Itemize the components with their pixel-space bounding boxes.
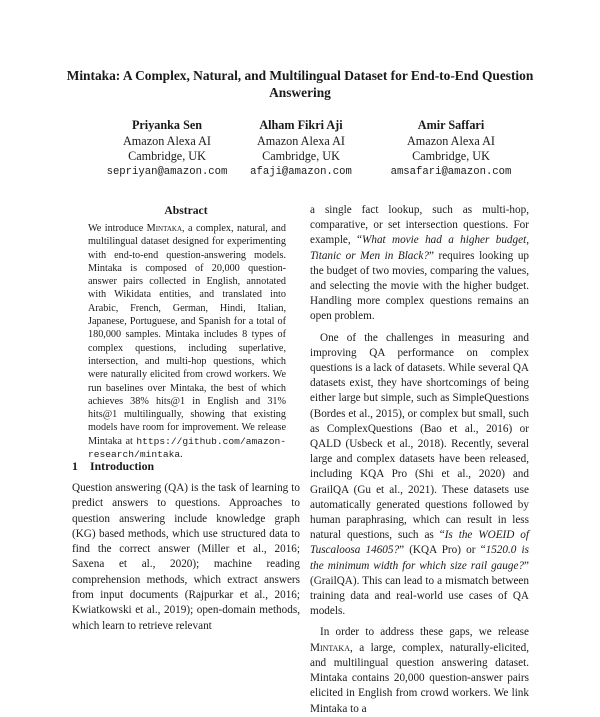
text-run: In order to address these gaps, we release <box>320 626 529 639</box>
author-affiliation: Amazon Alexa AI <box>407 133 495 148</box>
section-title: Introduction <box>90 459 155 473</box>
text-run: a single fact lookup, such as multi-hop, comparative, or set intersection questions. For example, “ <box>310 204 529 247</box>
author-affiliation: Amazon Alexa AI <box>123 133 211 148</box>
paragraph <box>310 331 529 620</box>
abstract-text <box>88 222 286 461</box>
dataset-name: Mintaka <box>310 641 350 654</box>
example-question: Is the WOEID of Tuscaloosa 14605? <box>310 529 529 557</box>
author-name: Amir Saffari <box>417 118 485 132</box>
right-column <box>310 203 530 715</box>
example-question: 1520.0 is the minimum width for which size rail gauge? <box>310 544 529 572</box>
author-email[interactable]: sepriyan@amazon.com <box>106 165 228 178</box>
author-location: Cambridge, UK <box>262 149 340 163</box>
author-name: Alham Fikri Aji <box>259 118 343 132</box>
author-email[interactable]: amsafari@amazon.com <box>390 165 512 178</box>
paragraph <box>310 625 529 716</box>
section-heading <box>72 459 154 474</box>
text-run: ” (GrailQA). This can lead to a mismatch between training data and real-world use cases of QA models. <box>310 559 529 618</box>
author-email[interactable]: afaji@amazon.com <box>250 165 352 178</box>
author-location: Cambridge, UK <box>128 149 206 163</box>
dataset-name: Mintaka <box>146 223 182 234</box>
text-run: One of the challenges in measuring and improving QA performance on complex questions is a lack of datasets. While several QA datasets exist, they have shortcomings of being either large but simple, such as SimpleQuestions (Bordes et al., 2015), or complex but small, such as ComplexQuestions (Bao et al., 2016) or QALD (Usbeck et al., 2018). Recently, several large and complex datasets have been released, including KQA Pro (Shi et al., 2020) and GrailQA (Gu et al., 2021). These datasets use automatically generated questions followed by human paraphrasing, which can result in less natural questions, such as “ <box>310 331 529 542</box>
author-name: Priyanka Sen <box>131 118 203 132</box>
abstract-end: . <box>180 449 183 461</box>
github-link[interactable]: https://github.com/amazon-research/mintaka <box>88 435 286 461</box>
abstract-body: , a complex, natural, and multilingual dataset designed for experimenting with end-to-end question-answering models. Mintaka is composed of 20,000 question-answer pairs collected in English, annotated with Wikidata entities, and translated into Arabic, French, German, Hindi, Italian, Japanese, Portuguese, and Spanish for a total of 180,000 samples. Mintaka includes 8 types of complex questions, including superlative, intersection, and multi-hop questions, which were naturally elicited from crowd workers. We run baselines over Mintaka, the best of which achieves 38% hits@1 in English and 31% hits@1 multilingually, showing that existing models have room for improvement. We release Mintaka at <box>88 223 286 447</box>
abstract-heading: Abstract <box>164 204 208 217</box>
text-run: ” requires looking up the budget of two movies, comparing the values, and selecting the movie with the higher budget. Handling more complex questions remains an open problem. <box>310 249 530 323</box>
author-3 <box>361 118 541 180</box>
author-location: Cambridge, UK <box>412 149 490 163</box>
section-number: 1 <box>72 459 78 473</box>
author-affiliation: Amazon Alexa AI <box>257 133 345 148</box>
abstract-lead: We introduce <box>88 223 147 234</box>
paper-title: Mintaka: A Complex, Natural, and Multilingual Dataset for End-to-End Question Answering <box>66 68 534 100</box>
text-run: , a large, complex, naturally-elicited, and multilingual question answering dataset. Mintaka contains 20,000 question-answer pairs elicited in English from crowd workers. We link Mintaka to a <box>310 641 529 715</box>
example-question: What movie had a higher budget, Titanic or Men in Black? <box>310 234 529 262</box>
paragraph <box>310 203 529 325</box>
text-run: ” (KQA Pro) or “ <box>399 544 486 557</box>
introduction-text: Question answering (QA) is the task of learning to predict answers to questions. Approaches to question answering include knowledge graph (KG) based methods, which use structured data to find the correct answer (Miller et al., 2016; Saxena et al., 2020); machine reading comprehension methods, which extract answers from input documents (Rajpurkar et al., 2016; Kwiatkowski et al., 2019); open-domain methods, which learn to retrieve relevant <box>72 482 300 632</box>
